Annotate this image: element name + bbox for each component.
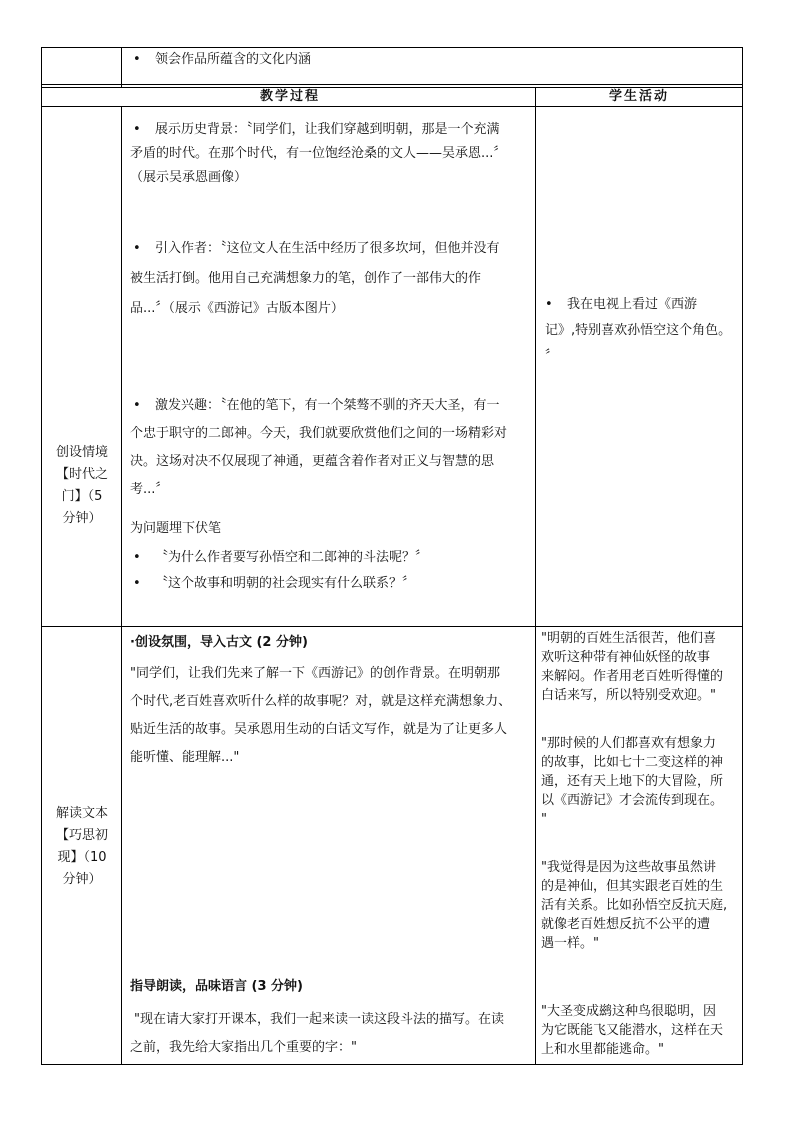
- question-text: 〝这个故事和明朝的社会现实有什么联系？〞: [155, 576, 416, 591]
- activity-line: 记》,特别喜欢孙悟空这个角色。: [545, 323, 732, 338]
- activity-line: 以《西游记》才会流传到现在。: [541, 793, 724, 808]
- paragraph-line: 贴近生活的故事。吴承恩用生动的白话文写作，就是为了让更多人: [130, 722, 508, 737]
- label-line: 解读文本: [55, 806, 108, 821]
- row-divider-section: [41, 626, 743, 627]
- table-right-border: [742, 47, 743, 1065]
- activity-line: "那时候的人们都喜欢有想象力: [541, 736, 716, 751]
- top-row-item: [133, 51, 311, 68]
- activity-line: 上和水里都能逃命。": [541, 1042, 664, 1057]
- bullet: •: [133, 576, 141, 591]
- section1-activity: [545, 292, 740, 370]
- bullet: •: [133, 398, 141, 413]
- section1-item-2: [130, 234, 533, 324]
- section1-label: [44, 442, 120, 530]
- item-line: 个忠于职守的二郎神。今天，我们就要欣赏他们之间的一场精彩对: [130, 426, 508, 441]
- bullet: •: [133, 122, 141, 137]
- activity-line: 活有关系。比如孙悟空反抗天庭,: [541, 898, 728, 913]
- section1-subheading: 为问题埋下伏笔: [130, 521, 222, 536]
- header-student-activity: 学生活动: [609, 89, 670, 104]
- section1-item-1: [130, 118, 533, 190]
- label-line: 门】（5: [61, 489, 103, 504]
- label-line: 【时代之: [55, 467, 108, 482]
- activity-line: 通，还有天上地下的大冒险，所: [541, 774, 724, 789]
- label-line: 【巧思初: [55, 828, 108, 843]
- activity-line: 〞: [545, 349, 559, 364]
- section1-question-2: [133, 575, 415, 592]
- activity-line: 为它既能飞又能潜水，这样在天: [541, 1023, 724, 1038]
- section1-item-3: [130, 392, 533, 504]
- activity-line: 我在电视上看过《西游: [567, 297, 698, 312]
- section2-activity-2: [541, 734, 741, 829]
- activity-line: 来解闷。作者用老百姓听得懂的: [541, 669, 724, 684]
- label-line: 分钟）: [62, 872, 102, 887]
- top-row-text: 领会作品所蕴含的文化内涵: [155, 52, 312, 67]
- paragraph-line: "现在请大家打开课本，我们一起来读一读这段斗法的描写。在读: [134, 1012, 504, 1027]
- activity-line: "大圣变成鹚这种鸟很聪明，因: [541, 1004, 716, 1019]
- item-line: 矛盾的时代。在那个时代，有一位饱经沧桑的文人——吴承恩...〞: [130, 146, 507, 161]
- item-line: 品...〞（展示《西游记》古版本图片）: [130, 301, 344, 316]
- table-bottom-border: [41, 1064, 743, 1065]
- label-line: 创设情境: [55, 445, 108, 460]
- activity-line: 的是神仙，但其实跟老百姓的生: [541, 879, 724, 894]
- section1-question-1: [133, 549, 428, 566]
- label-line: 现】（10: [57, 850, 107, 865]
- item-line: 考...〞: [130, 482, 169, 497]
- bullet: •: [545, 297, 553, 312]
- item-line: 引入作者：〝这位文人在生活中经历了很多坎坷，但他并没有: [155, 241, 500, 256]
- item-line: （展示吴承恩画像）: [130, 170, 248, 185]
- bullet: •: [133, 241, 141, 256]
- table-left-border: [41, 47, 42, 1065]
- activity-line: 就像老百姓想反抗不公平的遭: [541, 917, 711, 932]
- section2-paragraph-1: [130, 660, 533, 772]
- activity-line: "我觉得是因为这些故事虽然讲: [541, 860, 716, 875]
- paragraph-line: "同学们，让我们先来了解一下《西游记》的创作背景。在明朝那: [130, 666, 500, 681]
- item-line: 展示历史背景：〝同学们，让我们穿越到明朝，那是一个充满: [155, 122, 500, 137]
- header-teaching-process: 教学过程: [260, 89, 321, 104]
- table-top-border: [41, 47, 743, 48]
- row-divider-header-bottom: [41, 106, 743, 107]
- section2-activity-4: [541, 1002, 741, 1059]
- paragraph-line: 能听懂、能理解...": [130, 750, 240, 765]
- label-line: 分钟）: [62, 511, 102, 526]
- item-line: 被生活打倒。他用自己充满想象力的笔，创作了一部伟大的作: [130, 271, 482, 286]
- bullet: •: [133, 550, 141, 565]
- question-text: 〝为什么作者要写孙悟空和二郎神的斗法呢？〞: [155, 550, 429, 565]
- paragraph-line: 个时代,老百姓喜欢听什么样的故事呢？对，就是这样充满想象力、: [130, 694, 512, 709]
- activity-line: ": [541, 812, 547, 827]
- paragraph-line: 之前，我先给大家指出几个重要的字：": [130, 1040, 357, 1055]
- activity-line: 遇一样。": [541, 936, 599, 951]
- section2-heading-2: 指导朗读，品味语言 (3 分钟): [130, 979, 303, 994]
- activity-line: "明朝的百姓生活很苦，他们喜: [541, 631, 716, 646]
- bullet: •: [133, 52, 141, 67]
- column-divider-label: [121, 47, 122, 87]
- activity-line: 欢听这种带有神仙妖怪的故事: [541, 650, 711, 665]
- row-divider-header-top: [41, 84, 743, 85]
- section2-paragraph-2: [130, 1006, 534, 1062]
- item-line: 激发兴趣：〝在他的笔下，有一个桀骜不驯的齐天大圣，有一: [155, 398, 500, 413]
- section2-heading-1: ·创设氛围，导入古文 (2 分钟): [130, 635, 308, 650]
- column-divider-label-2: [121, 106, 122, 1065]
- column-divider-activity: [535, 87, 536, 1065]
- activity-line: 白话来写，所以特别受欢迎。": [541, 688, 716, 703]
- section2-activity-1: [541, 629, 741, 705]
- section2-activity-3: [541, 858, 741, 953]
- item-line: 决。这场对决不仅展现了神通，更蕴含着作者对正义与智慧的思: [130, 454, 495, 469]
- section2-label: [44, 803, 120, 891]
- activity-line: 的故事，比如七十二变这样的神: [541, 755, 724, 770]
